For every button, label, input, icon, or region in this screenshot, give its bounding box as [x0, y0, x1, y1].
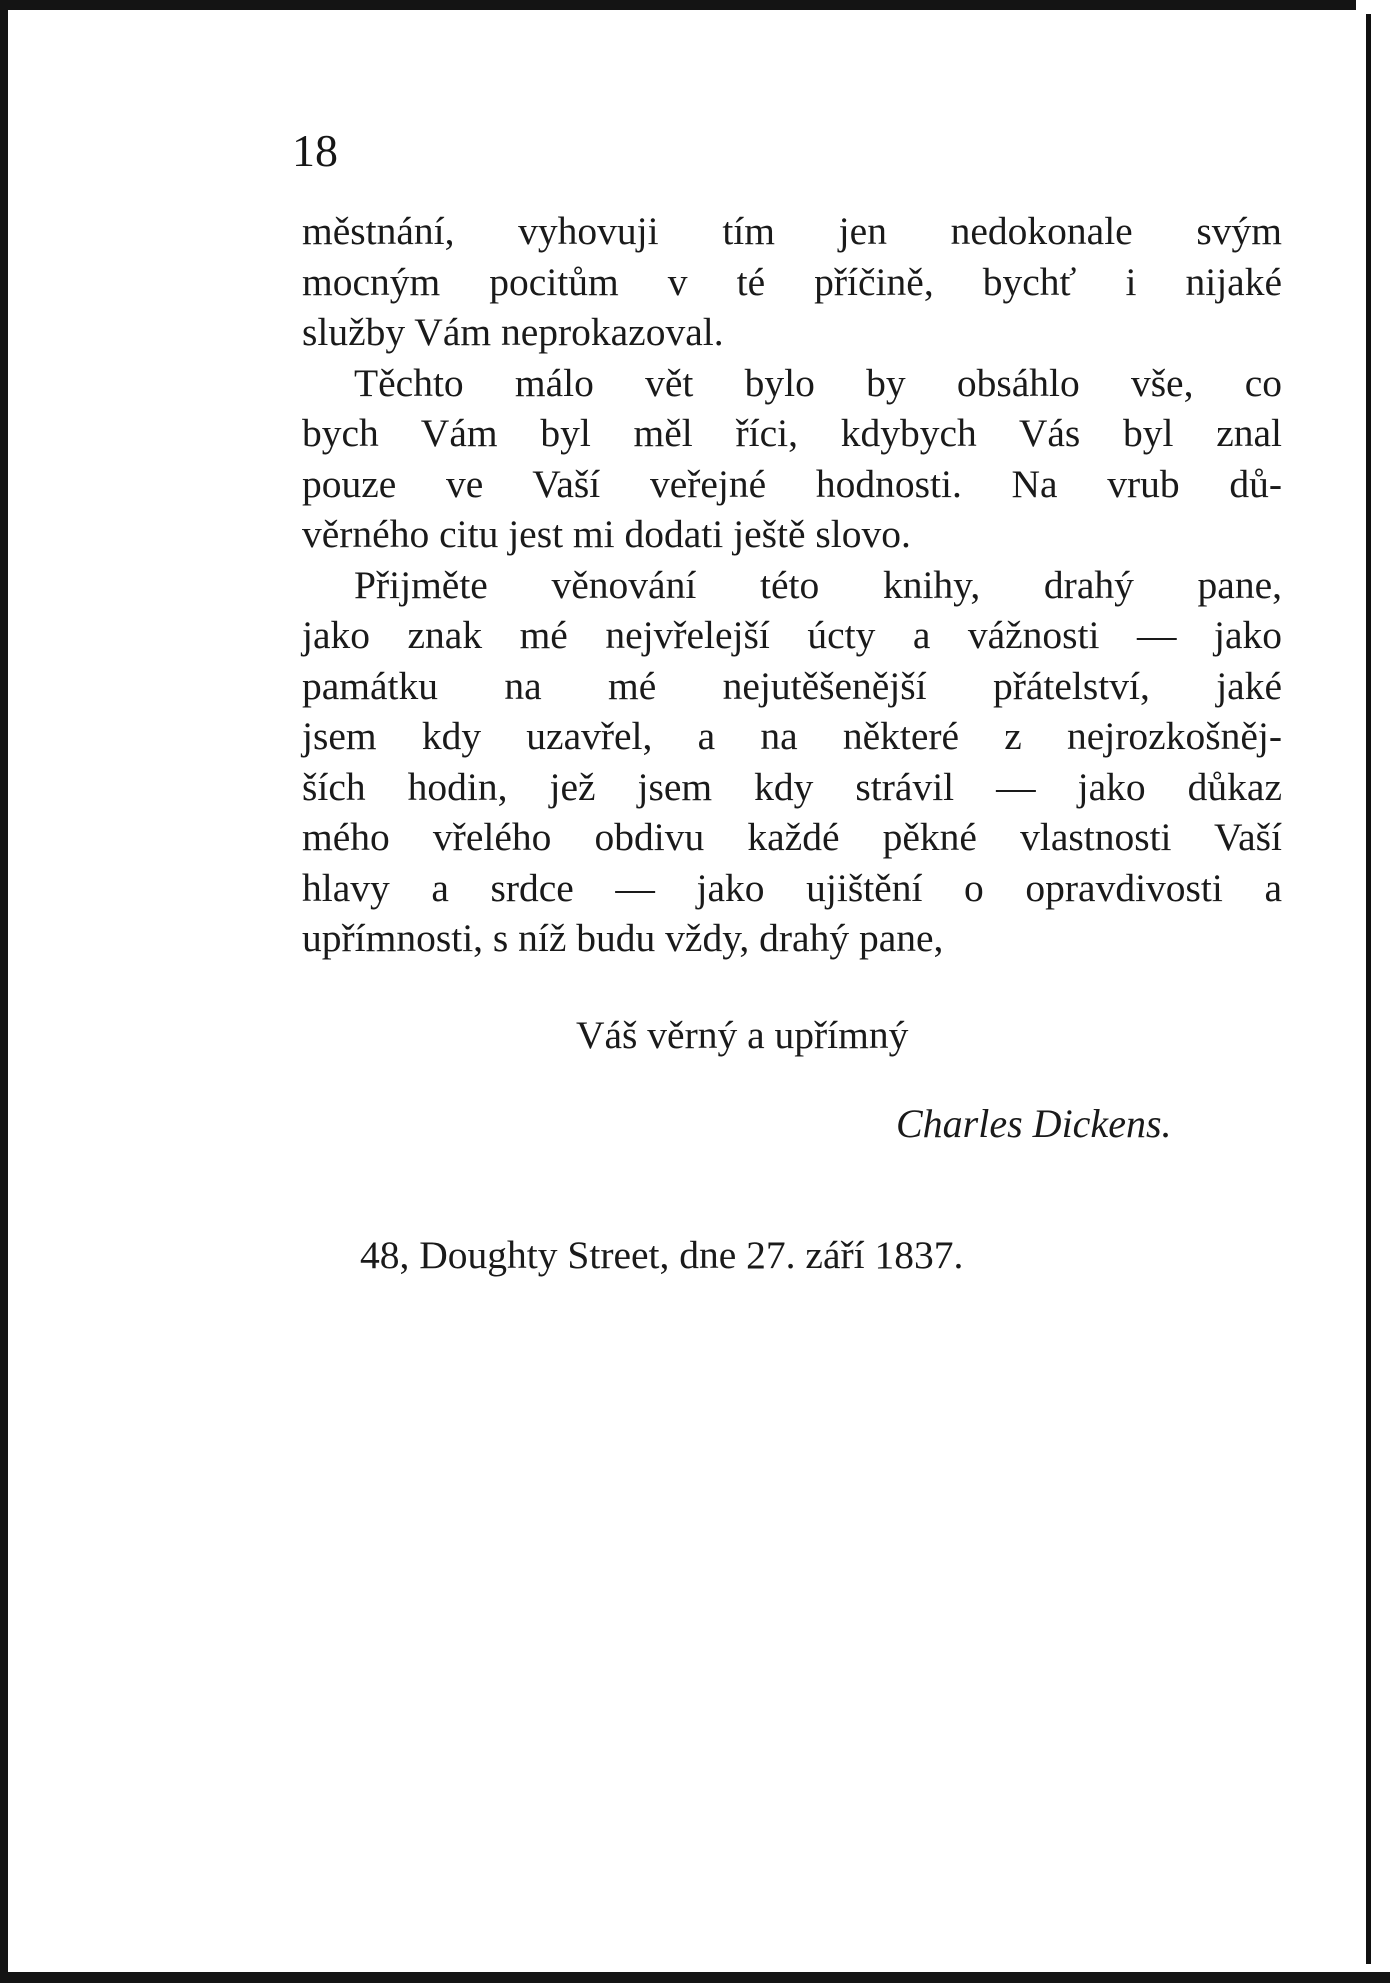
text-line: pouze ve Vaší veřejné hodnosti. Na vrub dů-	[302, 461, 1282, 506]
text-line: jsem kdy uzavřel, a na některé z nejrozkošněj-	[302, 714, 1282, 758]
text-line: mého vřelého obdivu každé pěkné vlastnosti Vaší	[302, 815, 1282, 859]
text-line: Přijměte věnování této knihy, drahý pane,	[354, 562, 1282, 607]
text-line: služby Vám neprokazoval.	[302, 310, 724, 354]
closing-salutation: Váš věrný a upřímný	[576, 1013, 909, 1057]
text-line: ších hodin, jež jsem kdy strávil — jako důkaz	[302, 764, 1282, 809]
body-text	[302, 206, 1282, 964]
text-line: Těchto málo vět bylo by obsáhlo vše, co	[354, 360, 1282, 405]
text-line: jako znak mé nejvřelejší úcty a vážnosti — jako	[302, 613, 1282, 657]
page-bottom-border	[0, 1972, 1390, 1983]
text-line: městnání, vyhovuji tím jen nedokonale svým	[302, 209, 1282, 253]
address-date-line: 48, Doughty Street, dne 27. září 1837.	[360, 1233, 964, 1277]
author-signature: Charles Dickens.	[896, 1101, 1172, 1146]
text-line: památku na mé nejutěšenější přátelství, jaké	[302, 663, 1282, 708]
binding-edge-line	[1366, 14, 1371, 1964]
page-right-margin	[1356, 0, 1390, 1983]
text-line: bych Vám byl měl říci, kdybych Vás byl znal	[302, 411, 1282, 455]
text-line: mocným pocitům v té příčině, bychť i nijaké	[302, 259, 1282, 304]
page-number: 18	[292, 125, 338, 176]
text-line: hlavy a srdce — jako ujištění o opravdivosti a	[302, 865, 1282, 910]
text-line: věrného citu jest mi dodati ještě slovo.	[302, 512, 911, 556]
text-line: upřímnosti, s níž budu vždy, drahý pane,	[302, 916, 944, 960]
